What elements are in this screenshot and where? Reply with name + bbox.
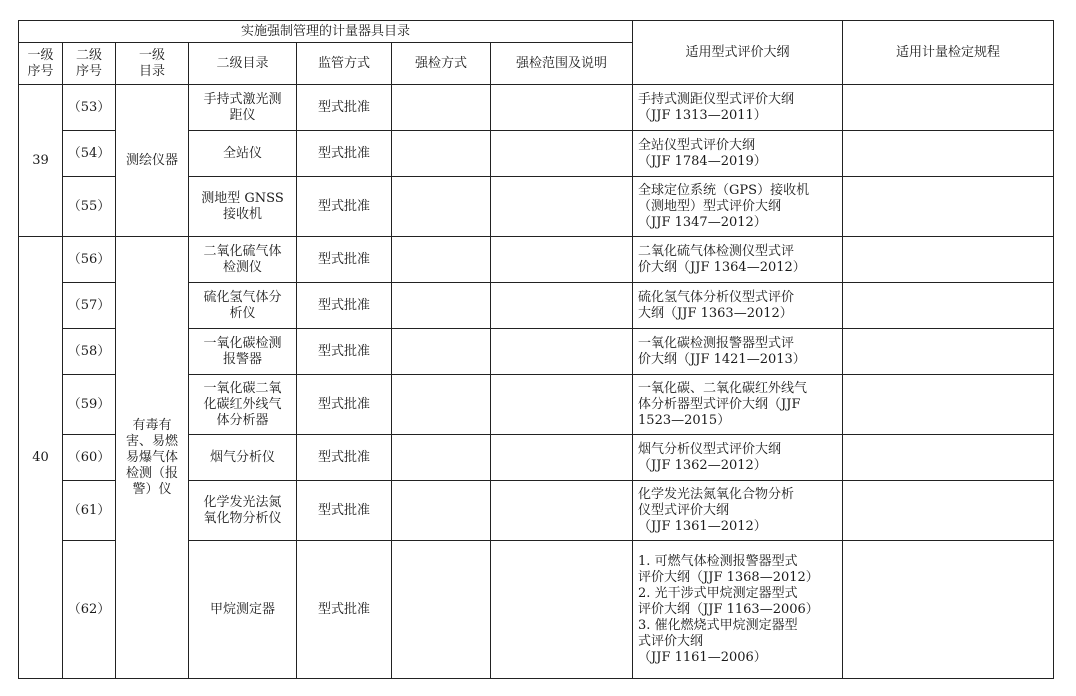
verification-cell — [843, 375, 1054, 435]
l1-cat-cell: 测绘仪器 — [116, 85, 189, 237]
scope-cell — [491, 131, 633, 177]
evaluation-cell: 化学发光法氮氧化合物分析 仪型式评价大纲 （JJF 1361—2012） — [633, 481, 843, 541]
verification-cell — [843, 283, 1054, 329]
mandatory-method-cell — [392, 131, 491, 177]
supervision-cell: 型式批准 — [297, 329, 392, 375]
l2-no-cell: （55） — [63, 177, 116, 237]
scope-cell — [491, 481, 633, 541]
l2-no-cell: （56） — [63, 237, 116, 283]
l2-no-cell: （61） — [63, 481, 116, 541]
verification-cell — [843, 237, 1054, 283]
l2-no-cell: （59） — [63, 375, 116, 435]
col-scope-header: 强检范围及说明 — [491, 43, 633, 85]
l2-cat-cell: 手持式激光测 距仪 — [189, 85, 297, 131]
mandatory-method-cell — [392, 237, 491, 283]
verification-cell — [843, 329, 1054, 375]
l1-cat-cell: 有毒有 害、易燃 易爆气体 检测（报 警）仪 — [116, 237, 189, 679]
evaluation-cell: 全球定位系统（GPS）接收机 （测地型）型式评价大纲 （JJF 1347—2012） — [633, 177, 843, 237]
group-title: 实施强制管理的计量器具目录 — [19, 21, 633, 43]
evaluation-cell: 硫化氢气体分析仪型式评价 大纲（JJF 1363—2012） — [633, 283, 843, 329]
table-row — [19, 85, 1054, 131]
col-supervision-header: 监管方式 — [297, 43, 392, 85]
col-l1-no-header: 一级 序号 — [19, 43, 63, 85]
scope-cell — [491, 435, 633, 481]
l2-cat-cell: 一氧化碳二氧 化碳红外线气 体分析器 — [189, 375, 297, 435]
scope-cell — [491, 375, 633, 435]
supervision-cell: 型式批准 — [297, 435, 392, 481]
l2-no-cell: （58） — [63, 329, 116, 375]
evaluation-cell: 一氧化碳检测报警器型式评 价大纲（JJF 1421—2013） — [633, 329, 843, 375]
evaluation-cell: 1. 可燃气体检测报警器型式 评价大纲（JJF 1368—2012） 2. 光干涉式甲烷测定器型式 评价大纲（JJF 1163—2006） 3. 催化燃烧式甲烷测定器型 式评价大纲 （JJF 1161—2006） — [633, 541, 843, 679]
evaluation-cell: 二氧化硫气体检测仪型式评 价大纲（JJF 1364—2012） — [633, 237, 843, 283]
verification-cell — [843, 435, 1054, 481]
supervision-cell: 型式批准 — [297, 375, 392, 435]
supervision-cell: 型式批准 — [297, 237, 392, 283]
l2-cat-cell: 化学发光法氮 氧化物分析仪 — [189, 481, 297, 541]
evaluation-cell: 手持式测距仪型式评价大纲 （JJF 1313—2011） — [633, 85, 843, 131]
l2-no-cell: （54） — [63, 131, 116, 177]
l1-no-cell: 39 — [19, 85, 63, 237]
mandatory-method-cell — [392, 329, 491, 375]
l2-cat-cell: 全站仪 — [189, 131, 297, 177]
scope-cell — [491, 541, 633, 679]
metrology-catalog-table — [18, 20, 1054, 679]
scope-cell — [491, 237, 633, 283]
col-l2-no-header: 二级 序号 — [63, 43, 116, 85]
l2-no-cell: （57） — [63, 283, 116, 329]
col-l1-cat-header: 一级 目录 — [116, 43, 189, 85]
verification-cell — [843, 131, 1054, 177]
supervision-cell: 型式批准 — [297, 283, 392, 329]
supervision-cell: 型式批准 — [297, 131, 392, 177]
scope-cell — [491, 85, 633, 131]
col-verification-header: 适用计量检定规程 — [843, 21, 1054, 85]
mandatory-method-cell — [392, 375, 491, 435]
mandatory-method-cell — [392, 177, 491, 237]
evaluation-cell: 全站仪型式评价大纲 （JJF 1784—2019） — [633, 131, 843, 177]
l2-cat-cell: 测地型 GNSS 接收机 — [189, 177, 297, 237]
scope-cell — [491, 177, 633, 237]
col-evaluation-header: 适用型式评价大纲 — [633, 21, 843, 85]
verification-cell — [843, 85, 1054, 131]
mandatory-method-cell — [392, 541, 491, 679]
l2-cat-cell: 甲烷测定器 — [189, 541, 297, 679]
col-mandatory-method-header: 强检方式 — [392, 43, 491, 85]
supervision-cell: 型式批准 — [297, 85, 392, 131]
supervision-cell: 型式批准 — [297, 541, 392, 679]
mandatory-method-cell — [392, 481, 491, 541]
mandatory-method-cell — [392, 283, 491, 329]
scope-cell — [491, 283, 633, 329]
l2-cat-cell: 一氧化碳检测 报警器 — [189, 329, 297, 375]
verification-cell — [843, 541, 1054, 679]
l2-cat-cell: 烟气分析仪 — [189, 435, 297, 481]
mandatory-method-cell — [392, 435, 491, 481]
l2-cat-cell: 硫化氢气体分 析仪 — [189, 283, 297, 329]
mandatory-method-cell — [392, 85, 491, 131]
verification-cell — [843, 481, 1054, 541]
evaluation-cell: 烟气分析仪型式评价大纲 （JJF 1362—2012） — [633, 435, 843, 481]
col-l2-cat-header: 二级目录 — [189, 43, 297, 85]
supervision-cell: 型式批准 — [297, 177, 392, 237]
scope-cell — [491, 329, 633, 375]
l1-no-cell: 40 — [19, 237, 63, 679]
l2-no-cell: （62） — [63, 541, 116, 679]
supervision-cell: 型式批准 — [297, 481, 392, 541]
evaluation-cell: 一氧化碳、二氧化碳红外线气 体分析器型式评价大纲（JJF 1523—2015） — [633, 375, 843, 435]
verification-cell — [843, 177, 1054, 237]
table-row — [19, 237, 1054, 283]
l2-no-cell: （53） — [63, 85, 116, 131]
l2-cat-cell: 二氧化硫气体 检测仪 — [189, 237, 297, 283]
l2-no-cell: （60） — [63, 435, 116, 481]
